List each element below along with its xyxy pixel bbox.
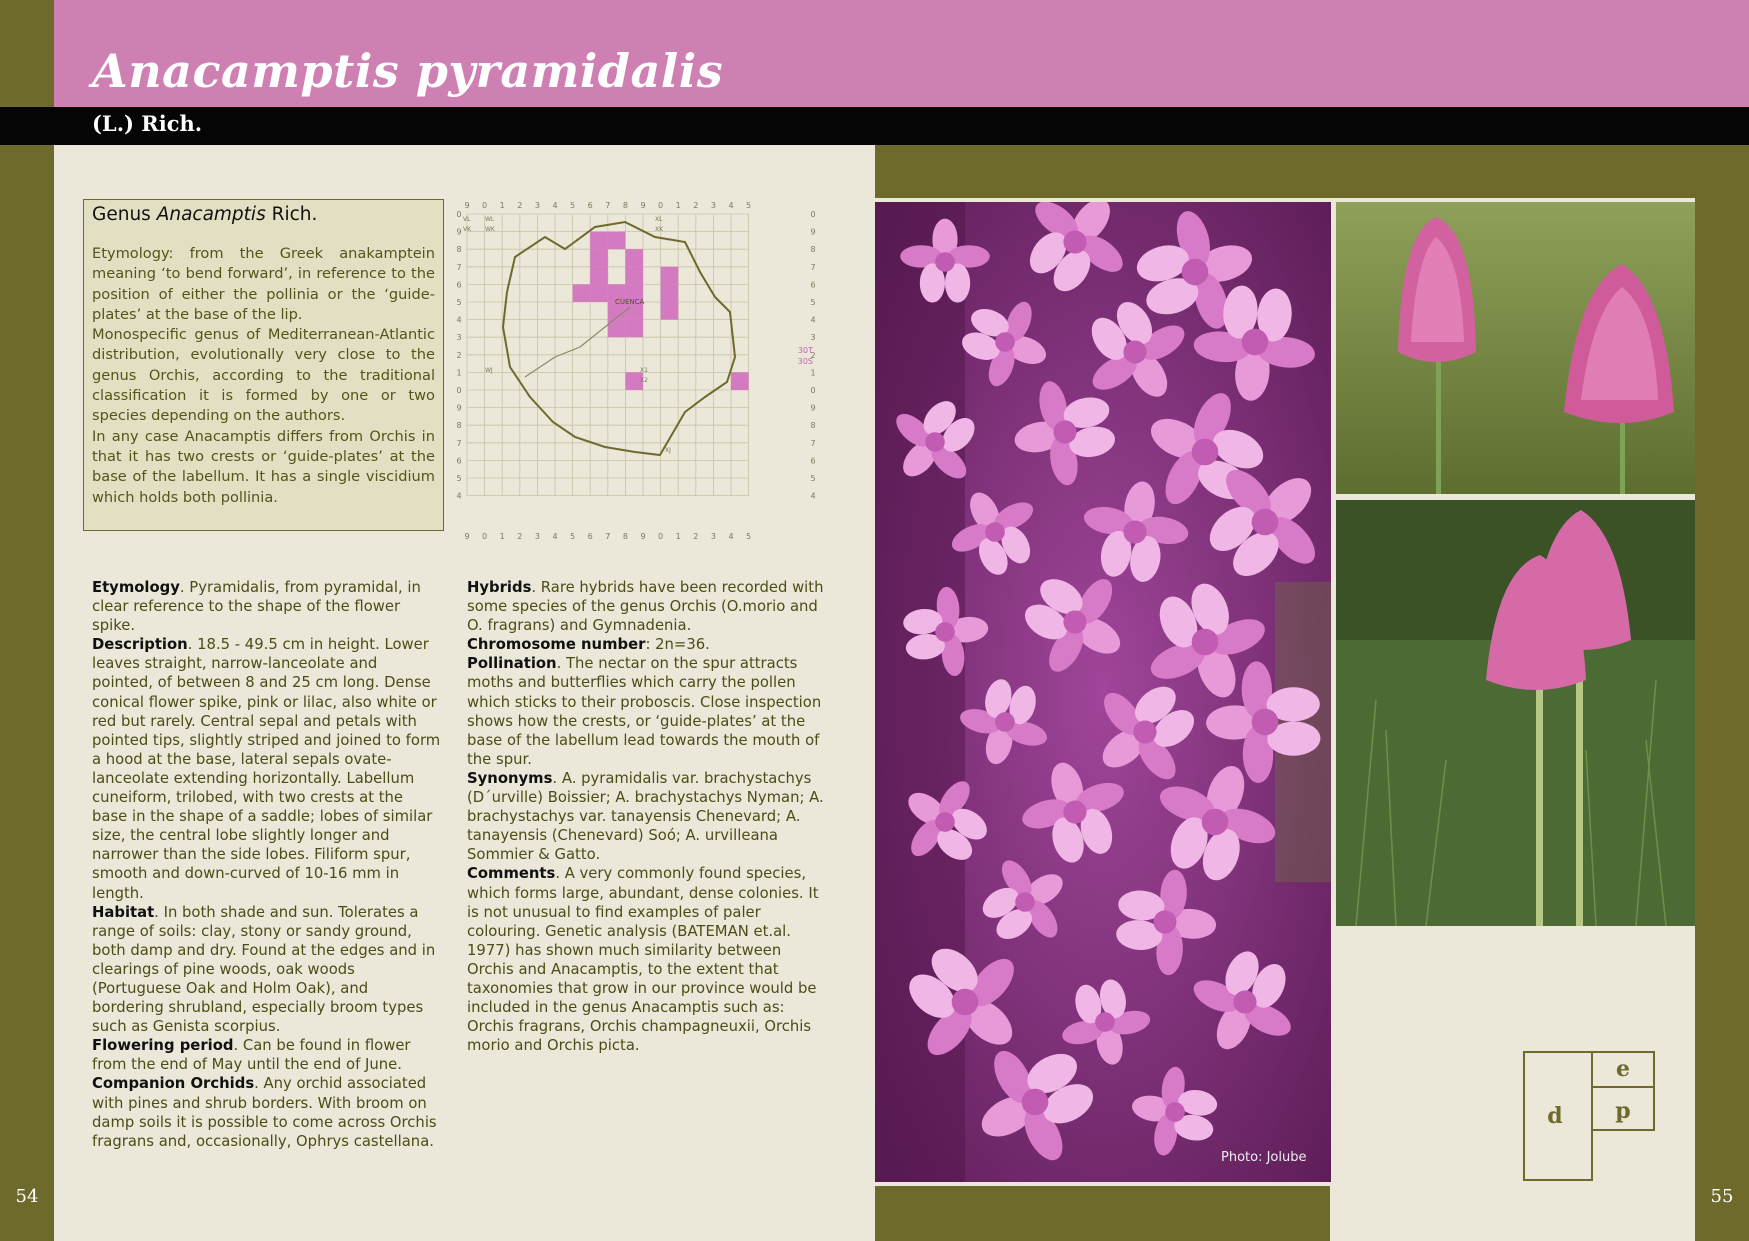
text-column-right xyxy=(467,578,827,1055)
map-grid-code: WK xyxy=(485,226,495,233)
map-tick-label: 0 xyxy=(658,201,664,210)
genus-paragraph: In any case Anacamptis differs from Orchis in that it has two crests or ‘guide-plates’ at the base of the labellum. It has a single viscidium which holds both pollinia. xyxy=(92,427,435,506)
left-margin-strip xyxy=(0,0,54,1241)
page-number-left: 54 xyxy=(15,1186,39,1207)
map-tick-label: 1 xyxy=(810,368,816,378)
map-tick-label: 0 xyxy=(810,386,816,395)
section-text: . A. pyramidalis var. brachystachys (D´urville) Boissier; A. brachystachys Nyman; A. brachystachys var. tanayensis Chenevard; A. tanayensis (Chenevard) Soó; A. urvilleana Sommier & Gatto. xyxy=(467,769,824,864)
map-tick-label: 0 xyxy=(482,201,488,210)
section-text: . Pyramidalis, from pyramidal, in clear reference to the shape of the flower spike. xyxy=(92,579,421,635)
section-text: . 18.5 - 49.5 cm in height. Lower leaves straight, narrow-lanceolate and pointed, of between 8 and 25 cm long. Dense conical flower spike, pink or lilac, also white or red but rarely. Central sepal and petals with pointed tips, slightly striped and joined to form a hood at the base, lateral sepals ovate-lanceolate extending horizontally. Labellum cuneiform, trilobed, with two crests at the base in the shape of a saddle; lobes of similar size, the central lobe slightly longer and narrower than the side lobes. Filiform spur, smooth and down-curved of 10-16 mm in length. xyxy=(92,636,441,902)
map-tick-label: 4 xyxy=(552,201,558,210)
map-tick-label: 4 xyxy=(728,201,734,210)
map-tick-label: 5 xyxy=(570,532,576,541)
map-grid-code: VL xyxy=(463,216,471,223)
map-tick-label: 8 xyxy=(810,245,816,255)
map-city-label: CUENCA xyxy=(615,298,645,306)
map-tick-label: 2 xyxy=(693,532,699,541)
map-tick-label: 7 xyxy=(456,262,462,272)
genus-title-name: Anacamptis xyxy=(156,204,266,225)
genus-paragraph: Monospecific genus of Mediterranean-Atlantic distribution, evolutionally very close to the genus Orchis, according to the traditional classification it is formed by one or two species depending on the authors. xyxy=(92,326,435,425)
map-tick-label: 1 xyxy=(675,201,681,210)
section-label: Description xyxy=(92,636,188,654)
subtitle-band xyxy=(0,107,1749,145)
map-tick-label: 6 xyxy=(810,280,816,290)
map-tick-label: 4 xyxy=(456,491,462,501)
map-tick-label: 4 xyxy=(552,532,558,541)
section-label: Synonyms xyxy=(467,769,553,787)
map-tick-label: 2 xyxy=(810,350,816,360)
species-author: (L.) Rich. xyxy=(92,111,203,136)
map-tick-label: 8 xyxy=(622,532,628,541)
map-bottom-labels xyxy=(464,532,751,541)
map-tick-label: 3 xyxy=(710,532,716,541)
logo-letter-e: e xyxy=(1616,1056,1630,1082)
map-grid-code: XJ xyxy=(665,447,671,454)
map-tick-label: 5 xyxy=(570,201,576,210)
map-tick-label: 8 xyxy=(622,201,628,210)
shaded-cell xyxy=(731,372,749,390)
map-tick-label: 4 xyxy=(728,532,734,541)
text-column-left xyxy=(92,578,442,1151)
logo-letter-d: d xyxy=(1547,1103,1563,1129)
section-text: . Can be found in flower from the end of May until the end of June. xyxy=(92,1037,411,1074)
map-tick-label: 3 xyxy=(534,201,540,210)
shaded-cell xyxy=(625,249,643,267)
shaded-cell xyxy=(661,302,679,320)
shaded-cell xyxy=(625,267,643,285)
map-grid-code: WL xyxy=(485,216,495,223)
genus-title-author: Rich. xyxy=(265,204,318,225)
shaded-cell xyxy=(590,284,608,302)
map-zone-label: 30T xyxy=(797,346,813,355)
section-label: Pollination xyxy=(467,655,557,673)
map-tick-label: 9 xyxy=(810,403,816,413)
map-tick-label: 8 xyxy=(810,421,816,431)
section-label: Etymology xyxy=(92,579,180,596)
section-label: Habitat xyxy=(92,903,155,921)
map-tick-label: 8 xyxy=(456,421,462,431)
map-left-labels xyxy=(456,210,461,501)
map-right-labels xyxy=(810,210,815,501)
map-grid-code: XK xyxy=(655,226,664,233)
map-tick-label: 3 xyxy=(710,201,716,210)
map-zone-label: 30S xyxy=(797,357,813,366)
section-flowering xyxy=(92,1036,442,1074)
section-text: . Any orchid associated with pines and shrub borders. With broom on damp soils it is possible to come across Orchis fragrans and, occasionally, Ophrys castellana. xyxy=(92,1075,437,1150)
map-tick-label: 6 xyxy=(810,456,816,466)
map-tick-label: 0 xyxy=(456,386,462,395)
shaded-cell xyxy=(661,284,679,302)
shaded-cell xyxy=(573,284,591,302)
flower-closeup-illustration xyxy=(875,202,1331,1182)
habitat-photo-bottom xyxy=(1336,500,1695,926)
map-tick-label: 5 xyxy=(746,201,752,210)
photo-top-bar xyxy=(875,145,1695,198)
map-tick-label: 9 xyxy=(464,201,470,210)
map-tick-label: 6 xyxy=(587,532,593,541)
map-tick-label: 5 xyxy=(456,298,462,307)
section-label: Hybrids xyxy=(467,579,532,596)
map-tick-label: 7 xyxy=(810,438,816,448)
map-tick-label: 3 xyxy=(456,333,462,343)
map-tick-label: 1 xyxy=(499,201,505,210)
section-label: Comments xyxy=(467,865,556,883)
plants-in-grass-illustration xyxy=(1336,500,1695,926)
map-grid-code: XL xyxy=(655,216,663,223)
map-grid-code: X2 xyxy=(640,377,648,384)
map-tick-label: 0 xyxy=(658,532,664,541)
shaded-cell xyxy=(608,232,626,250)
shaded-cell xyxy=(590,249,608,267)
map-tick-label: 9 xyxy=(456,227,462,237)
section-etymology xyxy=(92,578,442,635)
map-tick-label: 9 xyxy=(810,227,816,237)
map-tick-label: 2 xyxy=(517,201,523,210)
genus-box xyxy=(83,199,444,531)
map-tick-label: 8 xyxy=(456,245,462,255)
genus-paragraph: Etymology: from the Greek anakamptein meaning ‘to bend forward’, in reference to the position of either the pollinia or the ‘guide-plates’ at the base of the lip. xyxy=(92,245,435,323)
genus-title-prefix: Genus xyxy=(92,204,157,225)
shaded-cell xyxy=(661,267,679,285)
map-tick-label: 4 xyxy=(810,491,816,501)
right-margin-strip xyxy=(1695,0,1749,1241)
map-tick-label: 6 xyxy=(587,201,593,210)
map-grid-code: VK xyxy=(463,226,472,233)
map-tick-label: 7 xyxy=(605,201,611,210)
section-label: Companion Orchids xyxy=(92,1075,255,1093)
section-habitat xyxy=(92,903,442,1037)
section-synonyms xyxy=(467,769,827,864)
habitat-photo-top xyxy=(1336,202,1695,494)
section-label: Flowering period xyxy=(92,1037,234,1055)
genus-description xyxy=(92,244,435,508)
genus-title xyxy=(92,204,317,225)
section-text: . Rare hybrids have been recorded with some species of the genus Orchis (O.morio and O. fragrans) and Gymnadenia. xyxy=(467,579,824,635)
map-tick-label: 3 xyxy=(810,333,816,343)
map-tick-label: 3 xyxy=(534,532,540,541)
map-tick-label: 9 xyxy=(640,532,646,541)
map-tick-label: 7 xyxy=(810,262,816,272)
shaded-cell xyxy=(625,320,643,338)
section-chromosome xyxy=(467,635,827,654)
section-hybrids xyxy=(467,578,827,635)
map-tick-label: 7 xyxy=(456,438,462,448)
map-tick-label: 9 xyxy=(464,532,470,541)
map-grid-code: X1 xyxy=(640,367,648,374)
section-companion xyxy=(92,1074,442,1150)
section-text: . A very commonly found species, which forms large, abundant, dense colonies. It is not unusual to find examples of paler colouring. Genetic analysis (BATEMAN et.al. 1977) has shown much similarity between Orchis and Anacamptis, to the extent that taxonomies that grow in our province would be included in the genus Anacamptis such as: Orchis fragrans, Orchis champagneuxii, Orchis morio and Orchis picta. xyxy=(467,865,819,1055)
map-tick-label: 0 xyxy=(810,210,816,219)
logo-letter-p: p xyxy=(1615,1098,1631,1124)
map-tick-label: 0 xyxy=(456,210,462,219)
shaded-cell xyxy=(590,232,608,250)
section-description xyxy=(92,635,442,902)
flower-closeup-photo xyxy=(875,202,1331,1182)
photo-bottom-bar xyxy=(875,1186,1330,1241)
species-title: Anacamptis pyramidalis xyxy=(92,44,724,98)
photo-credit: Photo: Jolube xyxy=(1221,1150,1307,1165)
map-tick-label: 5 xyxy=(810,474,816,483)
map-top-labels xyxy=(464,201,751,210)
map-tick-label: 2 xyxy=(456,350,462,360)
map-tick-label: 5 xyxy=(456,474,462,483)
map-tick-label: 0 xyxy=(482,532,488,541)
page-number-right: 55 xyxy=(1710,1186,1734,1207)
map-tick-label: 6 xyxy=(456,280,462,290)
distribution-map xyxy=(455,197,820,542)
map-tick-label: 7 xyxy=(605,532,611,541)
map-tick-label: 4 xyxy=(456,315,462,325)
map-tick-label: 5 xyxy=(746,532,752,541)
map-tick-label: 9 xyxy=(640,201,646,210)
map-tick-label: 2 xyxy=(517,532,523,541)
map-tick-label: 1 xyxy=(499,532,505,541)
map-tick-label: 4 xyxy=(810,315,816,325)
dep-logo xyxy=(1523,1051,1655,1181)
map-tick-label: 9 xyxy=(456,403,462,413)
map-tick-label: 6 xyxy=(456,456,462,466)
section-comments xyxy=(467,864,827,1055)
map-grid-code: WJ xyxy=(485,367,493,374)
section-pollination xyxy=(467,654,827,769)
section-text: : 2n=36. xyxy=(645,636,710,654)
two-spikes-illustration xyxy=(1336,202,1695,494)
map-tick-label: 5 xyxy=(810,298,816,307)
map-tick-label: 1 xyxy=(456,368,462,378)
map-tick-label: 2 xyxy=(693,201,699,210)
section-text: . The nectar on the spur attracts moths and butterflies which carry the pollen which sticks to their proboscis. Close inspection shows how the crests, or ‘guide-plates’ at the base of the labellum lead towards the mouth of the spur. xyxy=(467,655,822,768)
section-label: Chromosome number xyxy=(467,636,646,654)
section-text: . In both shade and sun. Tolerates a range of soils: clay, stony or sandy ground, both damp and dry. Found at the edges and in clearings of pine woods, oak woods (Portuguese Oak and Holm Oak), and bordering shrubland, especially broom types such as Genista scorpius. xyxy=(92,903,436,1036)
shaded-cell xyxy=(590,267,608,285)
map-tick-label: 1 xyxy=(675,532,681,541)
